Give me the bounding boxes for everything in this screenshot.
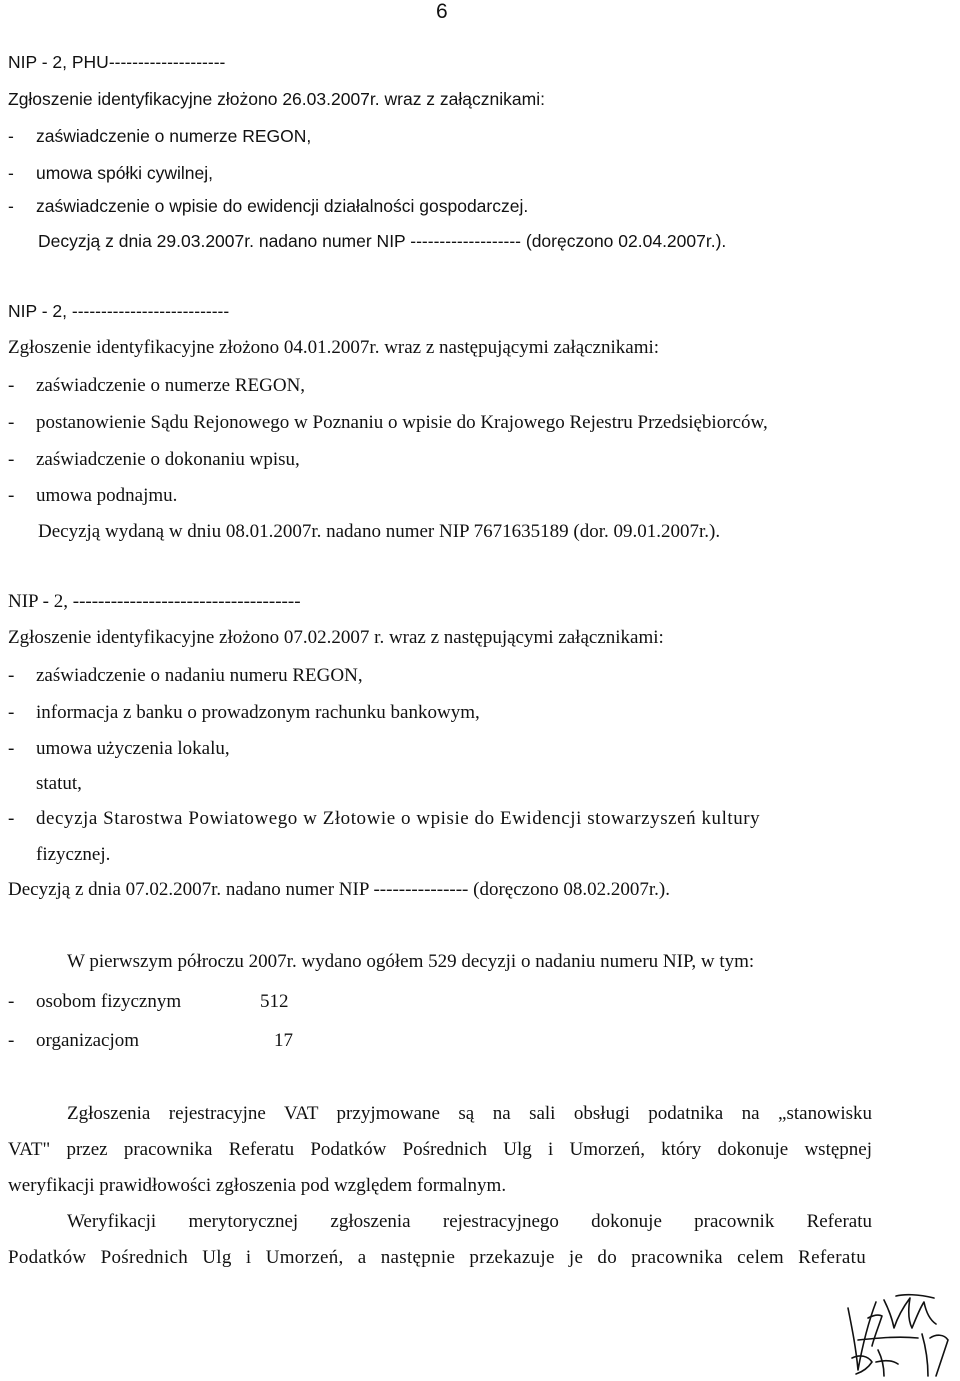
section2-heading: NIP - 2, --------------------------- <box>8 301 230 321</box>
list-bullet: - <box>8 665 15 686</box>
list-bullet: - <box>8 126 14 146</box>
list-bullet: - <box>8 702 15 723</box>
list-item: umowa użyczenia lokalu, <box>36 738 230 759</box>
list-item: zaświadczenie o numerze REGON, <box>36 375 306 396</box>
summary-row-value: 17 <box>274 1030 293 1051</box>
paragraph-line: Weryfikacji merytorycznej zgłoszenia rejestracyjnego dokonuje pracownik Referatu <box>67 1211 872 1232</box>
paragraph-line: weryfikacji prawidłowości zgłoszenia pod względem formalnym. <box>8 1175 507 1196</box>
list-item-continuation: statut, <box>36 773 82 794</box>
list-item: umowa podnajmu. <box>36 485 178 506</box>
section3-decision: Decyzją z dnia 07.02.2007r. nadano numer NIP --------------- (doręczono 08.02.2007r.). <box>8 879 670 900</box>
list-item: zaświadczenie o wpisie do ewidencji działalności gospodarczej. <box>36 196 529 216</box>
section1-decision: Decyzją z dnia 29.03.2007r. nadano numer NIP ------------------- (doręczono 02.04.2007r.). <box>38 231 727 251</box>
paragraph-line: Podatków Pośrednich Ulg i Umorzeń, a następnie przekazuje je do pracownika celem Referatu <box>8 1247 866 1268</box>
list-bullet: - <box>8 375 15 396</box>
list-item: umowa spółki cywilnej, <box>36 163 214 183</box>
section3-submission: Zgłoszenie identyfikacyjne złożono 07.02.2007 r. wraz z następującymi załącznikami: <box>8 627 664 648</box>
list-bullet: - <box>8 163 14 183</box>
list-item: decyzja Starostwa Powiatowego w Złotowie o wpisie do Ewidencji stowarzyszeń kultury <box>36 808 761 829</box>
summary-row-label: osobom fizycznym <box>36 991 182 1012</box>
list-bullet: - <box>8 808 15 829</box>
page-number: 6 <box>436 0 448 23</box>
list-bullet: - <box>8 196 14 216</box>
summary-row-value: 512 <box>260 991 289 1012</box>
list-item-continuation: fizycznej. <box>36 844 111 865</box>
list-item: postanowienie Sądu Rejonowego w Poznaniu o wpisie do Krajowego Rejestru Przedsiębiorców, <box>36 412 768 433</box>
summary-row-label: organizacjom <box>36 1030 140 1051</box>
list-item: zaświadczenie o numerze REGON, <box>36 126 312 146</box>
paragraph-line: VAT" przez pracownika Referatu Podatków Pośrednich Ulg i Umorzeń, który dokonuje wstępnej <box>8 1139 872 1160</box>
list-bullet: - <box>8 485 15 506</box>
list-bullet: - <box>8 991 15 1012</box>
section2-decision: Decyzją wydaną w dniu 08.01.2007r. nadano numer NIP 7671635189 (dor. 09.01.2007r.). <box>38 521 721 542</box>
handwritten-signature <box>838 1288 956 1378</box>
summary-intro: W pierwszym półroczu 2007r. wydano ogółem 529 decyzji o nadaniu numeru NIP, w tym: <box>67 951 755 972</box>
list-item: informacja z banku o prowadzonym rachunku bankowym, <box>36 702 480 723</box>
paragraph-line: Zgłoszenia rejestracyjne VAT przyjmowane są na sali obsługi podatnika na „stanowisku <box>67 1103 872 1124</box>
list-item: zaświadczenie o nadaniu numeru REGON, <box>36 665 363 686</box>
list-bullet: - <box>8 1030 15 1051</box>
list-item: zaświadczenie o dokonaniu wpisu, <box>36 449 300 470</box>
list-bullet: - <box>8 412 15 433</box>
section1-submission: Zgłoszenie identyfikacyjne złożono 26.03.2007r. wraz z załącznikami: <box>8 89 545 109</box>
section2-submission: Zgłoszenie identyfikacyjne złożono 04.01.2007r. wraz z następującymi załącznikami: <box>8 337 660 358</box>
list-bullet: - <box>8 449 15 470</box>
section3-heading: NIP - 2, ------------------------------------ <box>8 591 301 612</box>
list-bullet: - <box>8 738 15 759</box>
section1-heading: NIP - 2, PHU-------------------- <box>8 52 226 72</box>
